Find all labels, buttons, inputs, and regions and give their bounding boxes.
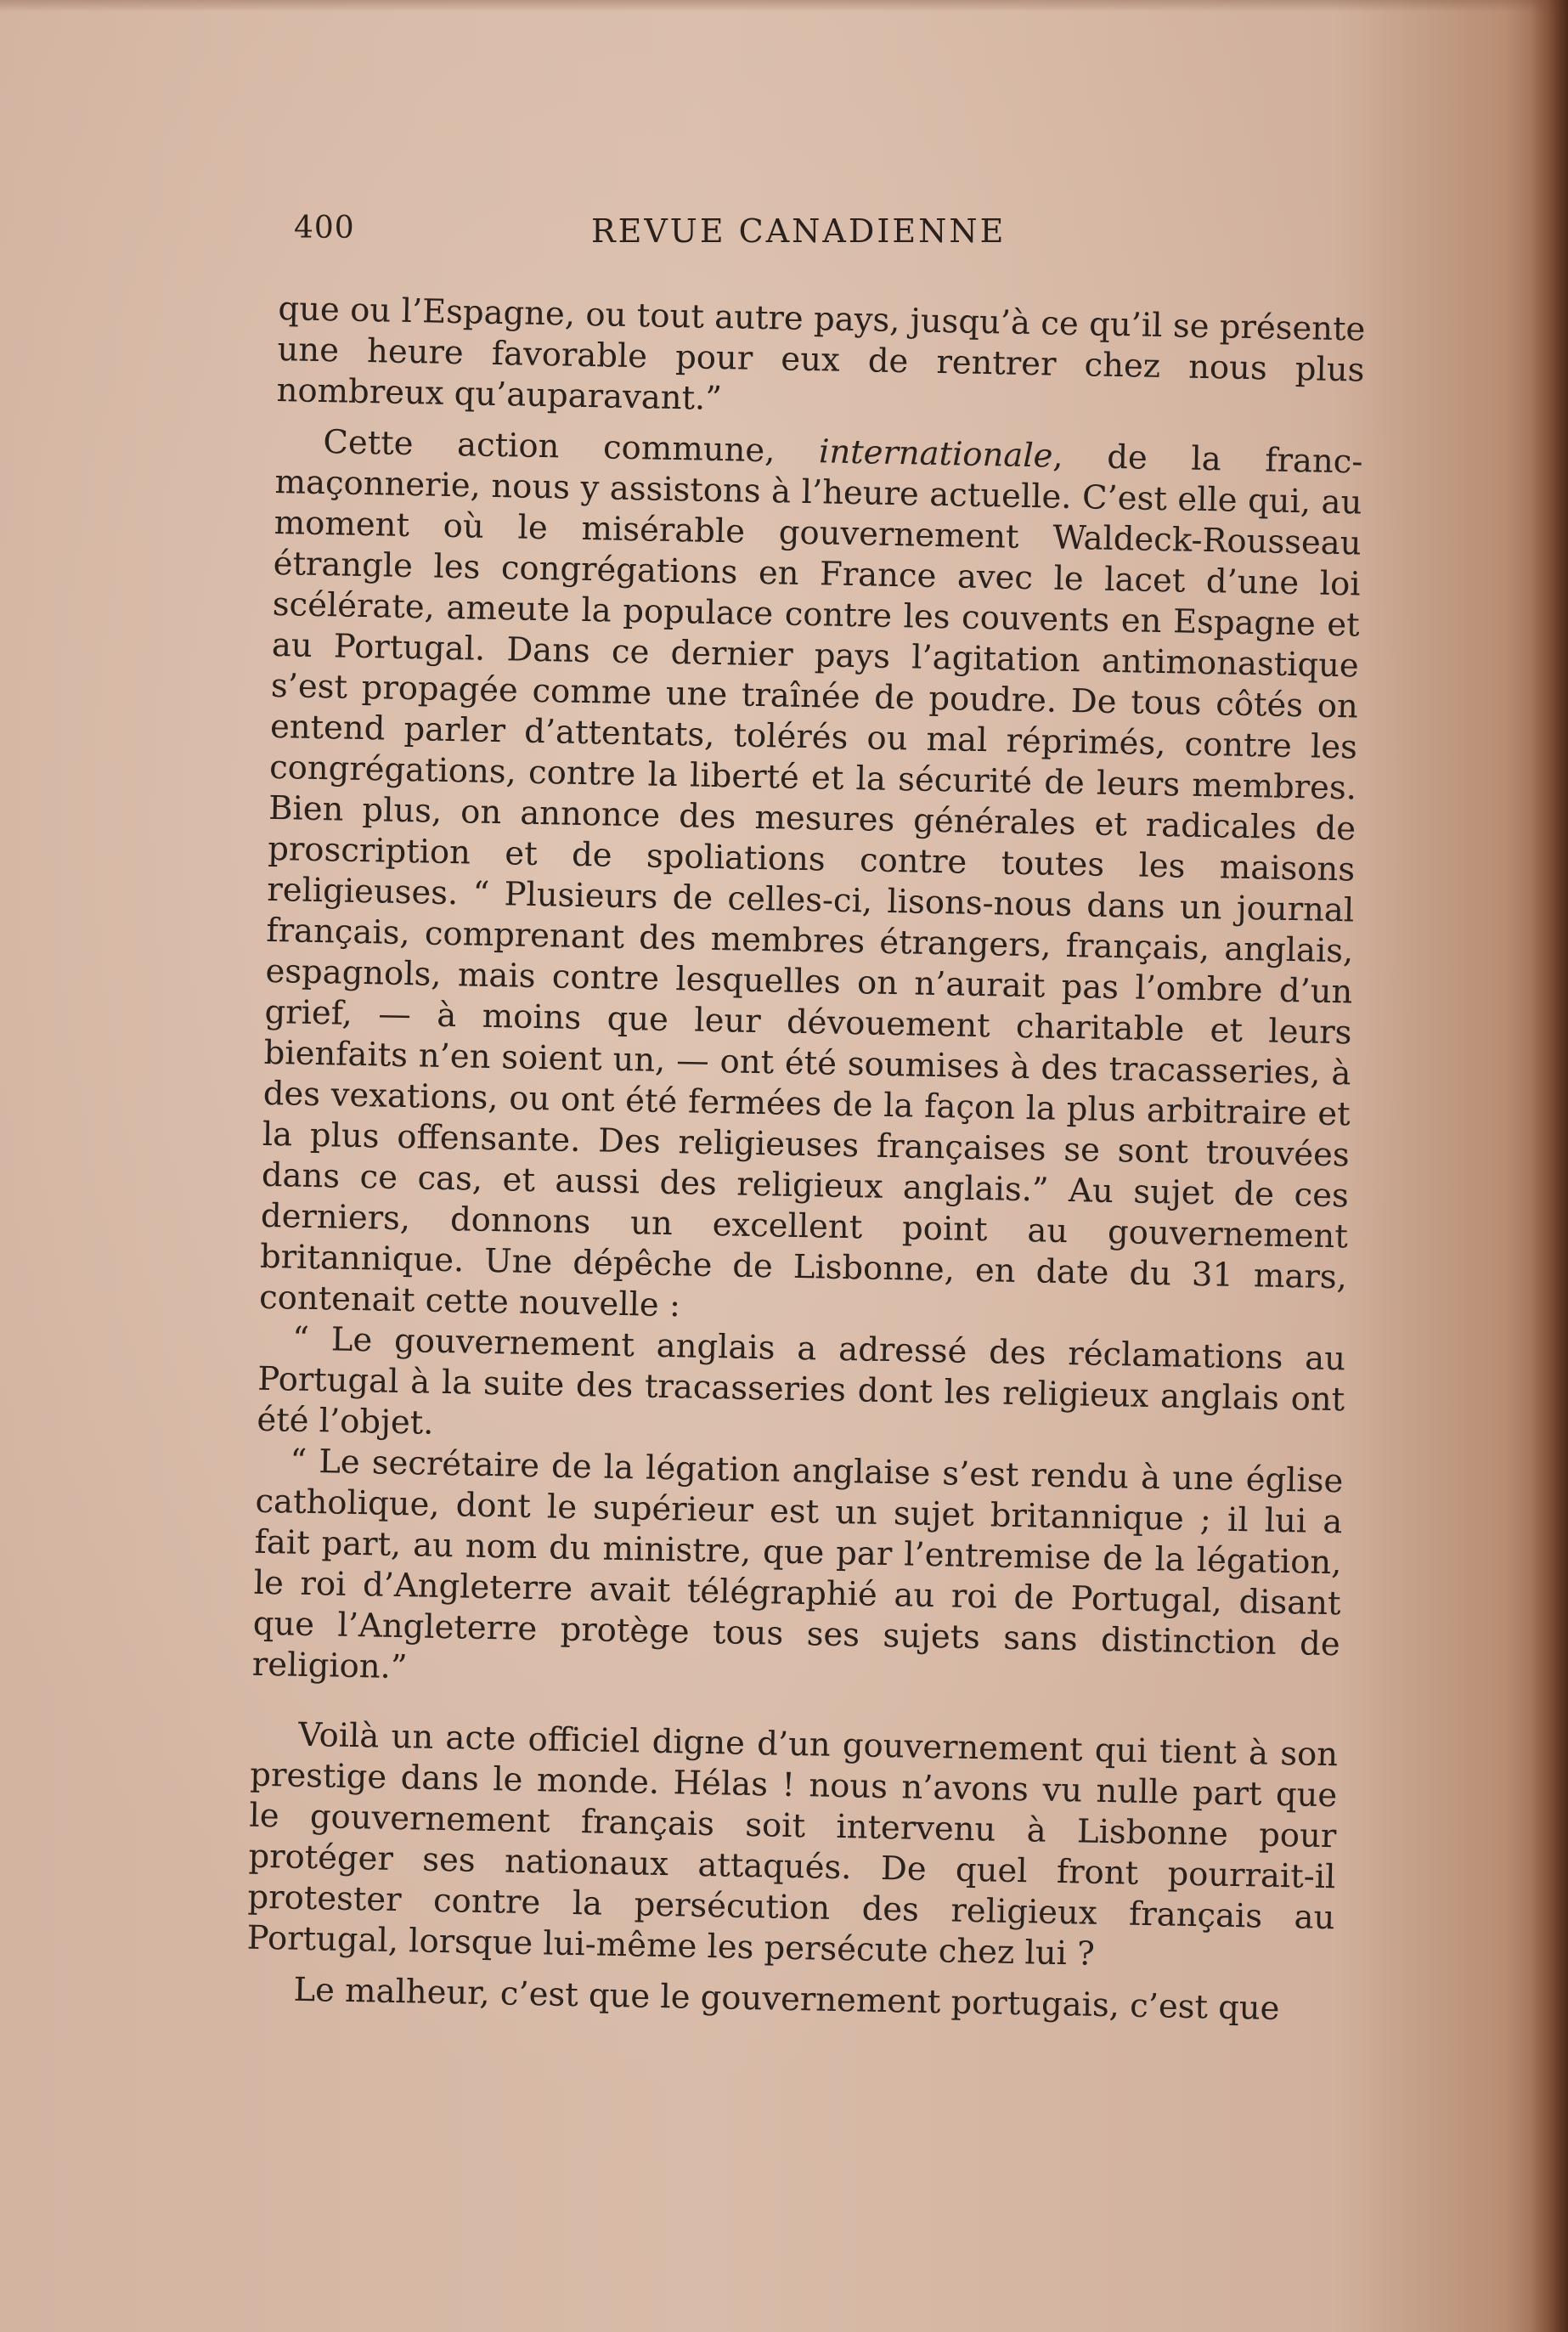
- paragraph-text-start: Cette action commune,: [323, 423, 820, 471]
- body-text: [245, 289, 1366, 2030]
- page-header: [294, 211, 1279, 262]
- paragraph-continued: que ou l’Espagne, ou tout autre pays, jusqu’à ce qu’il se présente une heure favorable pour eux de rentrer chez nous plus nombreux qu’auparavant.”: [276, 289, 1366, 419]
- page-edge: [1531, 0, 1568, 2332]
- paragraph-text-rest: , de la franc-maçonnerie, nous y assistons à l’heure actuelle. C’est elle qui, au moment où le misérable gouvernement Waldeck-Rousseau étrangle les congrégations en France avec le lacet d’une loi scélérate, ameute la populace contre les couvents en Espagne et au Portugal. Dans ce dernier pays l’agitation antimonastique s’est propagée comme une traînée de poudre. De tous côtés on entend parler d’attentats, tolérés ou mal réprimés, contre les congrégations, contre la liberté et la sécurité de leurs membres. Bien plus, on annonce des mesures générales et radicales de proscription et de spoliations contre toutes les maisons religieuses. “ Plusieurs de celles-ci, lisons-nous dans un journal français, comprenant des membres étrangers, français, anglais, espagnols, mais contre lesquelles on n’aurait pas l’ombre d’un grief, — à moins que leur dévouement charitable et leurs bienfaits n’en soient un, — ont été soumises à des tracasseries, à des vexations, ou ont été fermées de la façon la plus arbitraire et la plus offensante. Des religieuses françaises se sont trouvées dans ce cas, et aussi des religieux anglais.” Au sujet de ces derniers, donnons un excellent point au gouvernement britannique. Une dépêche de Lisbonne, en date du 31 mars, contenait cette nouvelle :: [258, 437, 1363, 1325]
- page-number: 400: [294, 211, 355, 246]
- paragraph-malheur: Le malheur, c’est que le gouvernement portugais, c’est que: [293, 1970, 1280, 2028]
- paragraph-voila: Voilà un acte officiel digne d’un gouvernement qui tient à son prestige dans le monde. Hélas ! nous n’avons vu nulle part que le gouvernement français soit intervenu à Lisbonne pour protéger ses nationaux attaqués. De quel front pourrait-il protester contre la persécution des religieux français au Portugal, lorsque lui-même les persécute chez lui ?: [246, 1715, 1339, 1973]
- top-edge-shadow: [0, 0, 1568, 12]
- quote-dispatch-2: “ Le secrétaire de la légation anglaise s’est rendu à une église catholique, dont le supérieur est un sujet britannique ; il lui a fait part, au nom du ministre, que par l’entremise de la légation, le roi d’Angleterre avait télégraphié au roi de Portugal, disant que l’Angleterre protège tous ses sujets sans distinction de religion.”: [251, 1442, 1344, 1687]
- emphasis-internationale: internationale: [818, 432, 1053, 476]
- running-title: REVUE CANADIENNE: [591, 212, 1007, 250]
- paragraph-franc-maconnerie: [259, 421, 1363, 1339]
- quote-dispatch-1: “ Le gouvernement anglais a adressé des réclamations au Portugal à la suite des tracasseries dont les religieux anglais ont été l’objet.: [257, 1319, 1346, 1443]
